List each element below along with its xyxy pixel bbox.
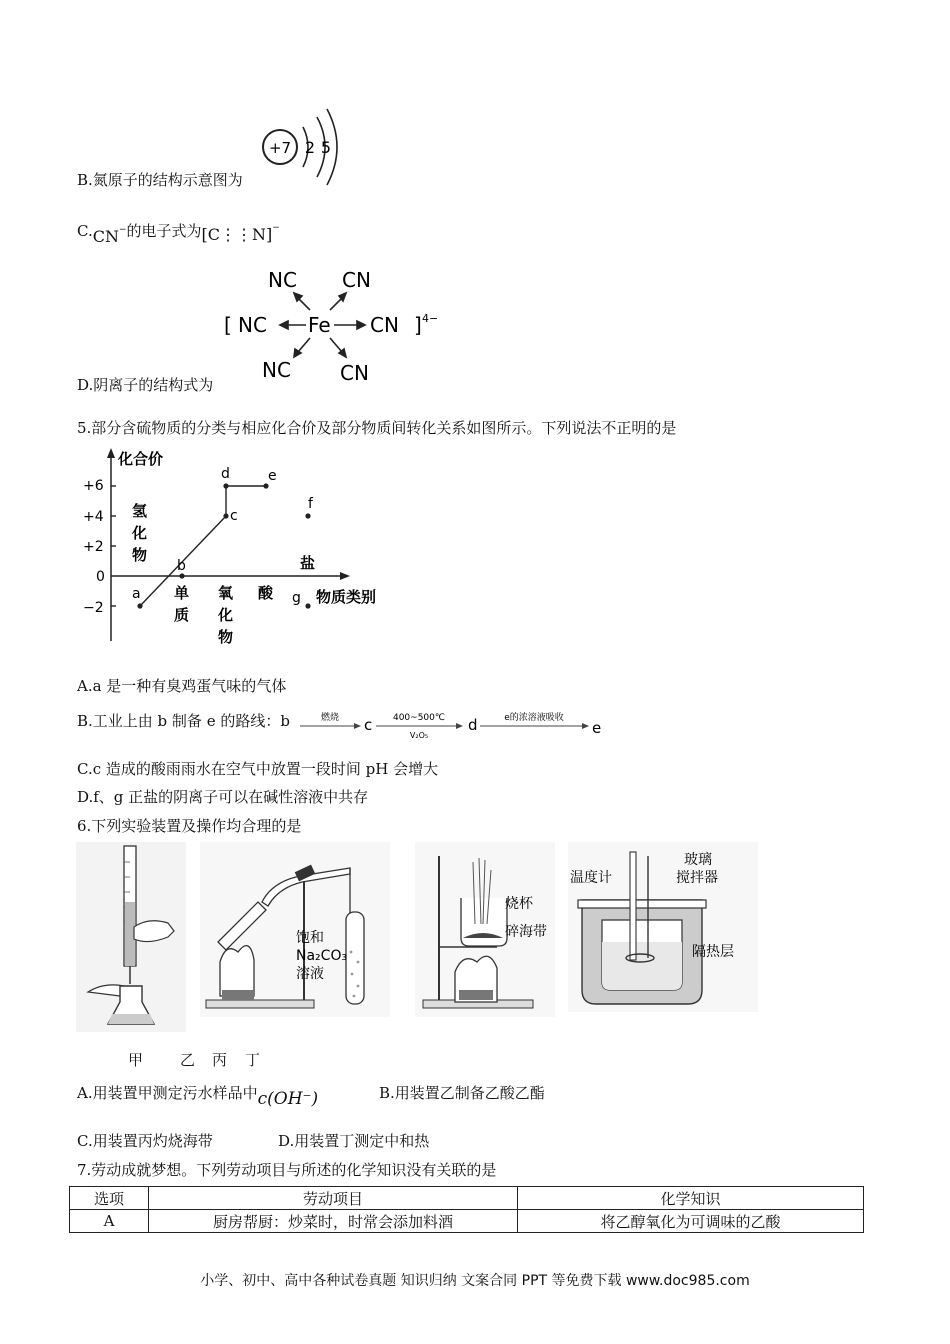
ferrocyanide-structure [222,262,442,387]
sulfur-valence-graph [78,446,398,646]
ligand-top-left: NC [268,268,297,292]
y-tick-plus2: +2 [83,539,104,555]
q6-option-b: B.用装置乙制备乙酸乙酯 [379,1084,545,1102]
q6-option-a-formula: c(OH⁻) [257,1089,319,1109]
caption-ding: 丁 [245,1051,261,1069]
q7-table [69,1186,864,1233]
header-option: 选项 [70,1187,149,1210]
cn-ion-charge: − [118,225,127,235]
category-hydride: 氢化物 [132,502,148,564]
point-f: f [308,496,313,512]
label-solution: 溶液 [296,966,324,982]
label-glass: 玻璃 [684,852,712,868]
point-g: g [292,590,301,606]
table-header-row [70,1187,864,1210]
point-a: a [132,586,141,602]
route-c: c [364,716,373,734]
ion-charge: 4− [422,312,439,325]
q6-option-c: C.用装置丙灼烧海带 [77,1132,213,1150]
q6-stem: 6.下列实验装置及操作均合理的是 [77,817,302,835]
category-element: 单质 [174,584,190,624]
row-a-option: A [70,1210,149,1233]
label-thermometer: 温度计 [570,870,612,886]
caption-jia: 甲 [128,1051,144,1069]
q5-stem: 5.部分含硫物质的分类与相应化合价及部分物质间转化关系如图所示。下列说法不正明的是 [77,419,677,437]
y-axis-title: 化合价 [118,450,164,468]
q5-option-b-prefix: B.工业上由 b 制备 e 的路线：b [77,712,290,730]
caption-yi: 乙 [180,1051,196,1069]
nucleus-charge: +7 [268,139,292,157]
category-oxide: 氧化物 [218,584,234,646]
point-c: c [230,508,238,524]
header-labor: 劳动项目 [149,1187,518,1210]
category-salt: 盐 [300,554,316,572]
arrow2-bottom-label: V₂O₅ [409,731,429,740]
arrow1-label: 燃烧 [320,713,340,723]
q4-option-c-middle: 的电子式为 [126,222,202,240]
ligand-left: NC [238,313,267,337]
q4-option-c [77,218,280,246]
page-footer: 小学、初中、高中各种试卷真题 知识归纳 文案合同 PPT 等免费下载 www.doc985.com [200,1273,750,1289]
label-saturated: 饱和 [296,930,324,946]
apparatus-jia-titration [76,842,186,1032]
electron-formula: [C⋮⋮N] [201,225,273,244]
caption-bing: 丙 [212,1051,228,1069]
nitrogen-atom-diagram [255,105,345,190]
apparatus-bing-burning [415,842,555,1017]
ligand-right: CN [370,313,399,337]
q6-option-a-prefix: A.用装置甲测定污水样品中 [77,1084,258,1102]
category-acid: 酸 [258,584,274,602]
y-tick-minus2: −2 [83,600,104,616]
bracket-right: ] [414,313,422,337]
q4-option-b-label: B.氮原子的结构示意图为 [77,171,243,189]
q5-option-c: C.c 造成的酸雨雨水在空气中放置一段时间 pH 会增大 [77,760,439,778]
y-tick-plus6: +6 [83,478,104,494]
shell-2-count: 5 [320,138,332,157]
table-row [70,1210,864,1233]
q5-option-a: A.a 是一种有臭鸡蛋气味的气体 [77,677,287,695]
bracket-left: [ [224,313,232,337]
x-axis-title: 物质类别 [316,588,377,606]
q6-option-a [77,1083,319,1109]
point-b: b [177,558,186,574]
q4-option-c-label: C. [77,222,93,240]
label-insulation: 隔热层 [692,944,734,960]
ligand-bottom-left: NC [262,358,291,382]
row-a-knowledge: 将乙醇氧化为可调味的乙酸 [518,1210,864,1233]
label-seaweed: 碎海带 [505,924,547,940]
shell-1-count: 2 [304,138,316,157]
label-na2co3: Na₂CO₃ [296,948,348,964]
header-knowledge: 化学知识 [518,1187,864,1210]
row-a-labor: 厨房帮厨：炒菜时，时常会添加料酒 [149,1210,518,1233]
arrow3-label: e的浓溶液吸收 [504,713,564,723]
electron-formula-charge: − [272,223,280,233]
ligand-top-right: CN [342,268,371,292]
iron-center: Fe [308,313,331,337]
arrow2-top-label: 400~500℃ [392,713,446,723]
q5-route-arrows [298,708,608,740]
label-beaker: 烧杯 [505,896,533,912]
route-d: d [468,716,478,734]
apparatus-ding-calorimeter [568,842,758,1012]
label-stirrer: 搅拌器 [676,870,718,886]
route-e: e [592,719,602,737]
point-d: d [221,466,230,482]
apparatus-yi-ester [200,842,390,1017]
q7-stem: 7.劳动成就梦想。下列劳动项目与所述的化学知识没有关联的是 [77,1161,497,1179]
y-tick-plus4: +4 [83,509,104,525]
y-tick-zero: 0 [96,569,105,585]
q5-option-d: D.f、g 正盐的阴离子可以在碱性溶液中共存 [77,788,369,806]
point-e: e [268,468,277,484]
q4-option-d-label: D.阴离子的结构式为 [77,376,214,394]
ligand-bottom-right: CN [340,361,369,385]
q6-option-d: D.用装置丁测定中和热 [278,1132,430,1150]
cn-ion: CN [92,227,119,246]
